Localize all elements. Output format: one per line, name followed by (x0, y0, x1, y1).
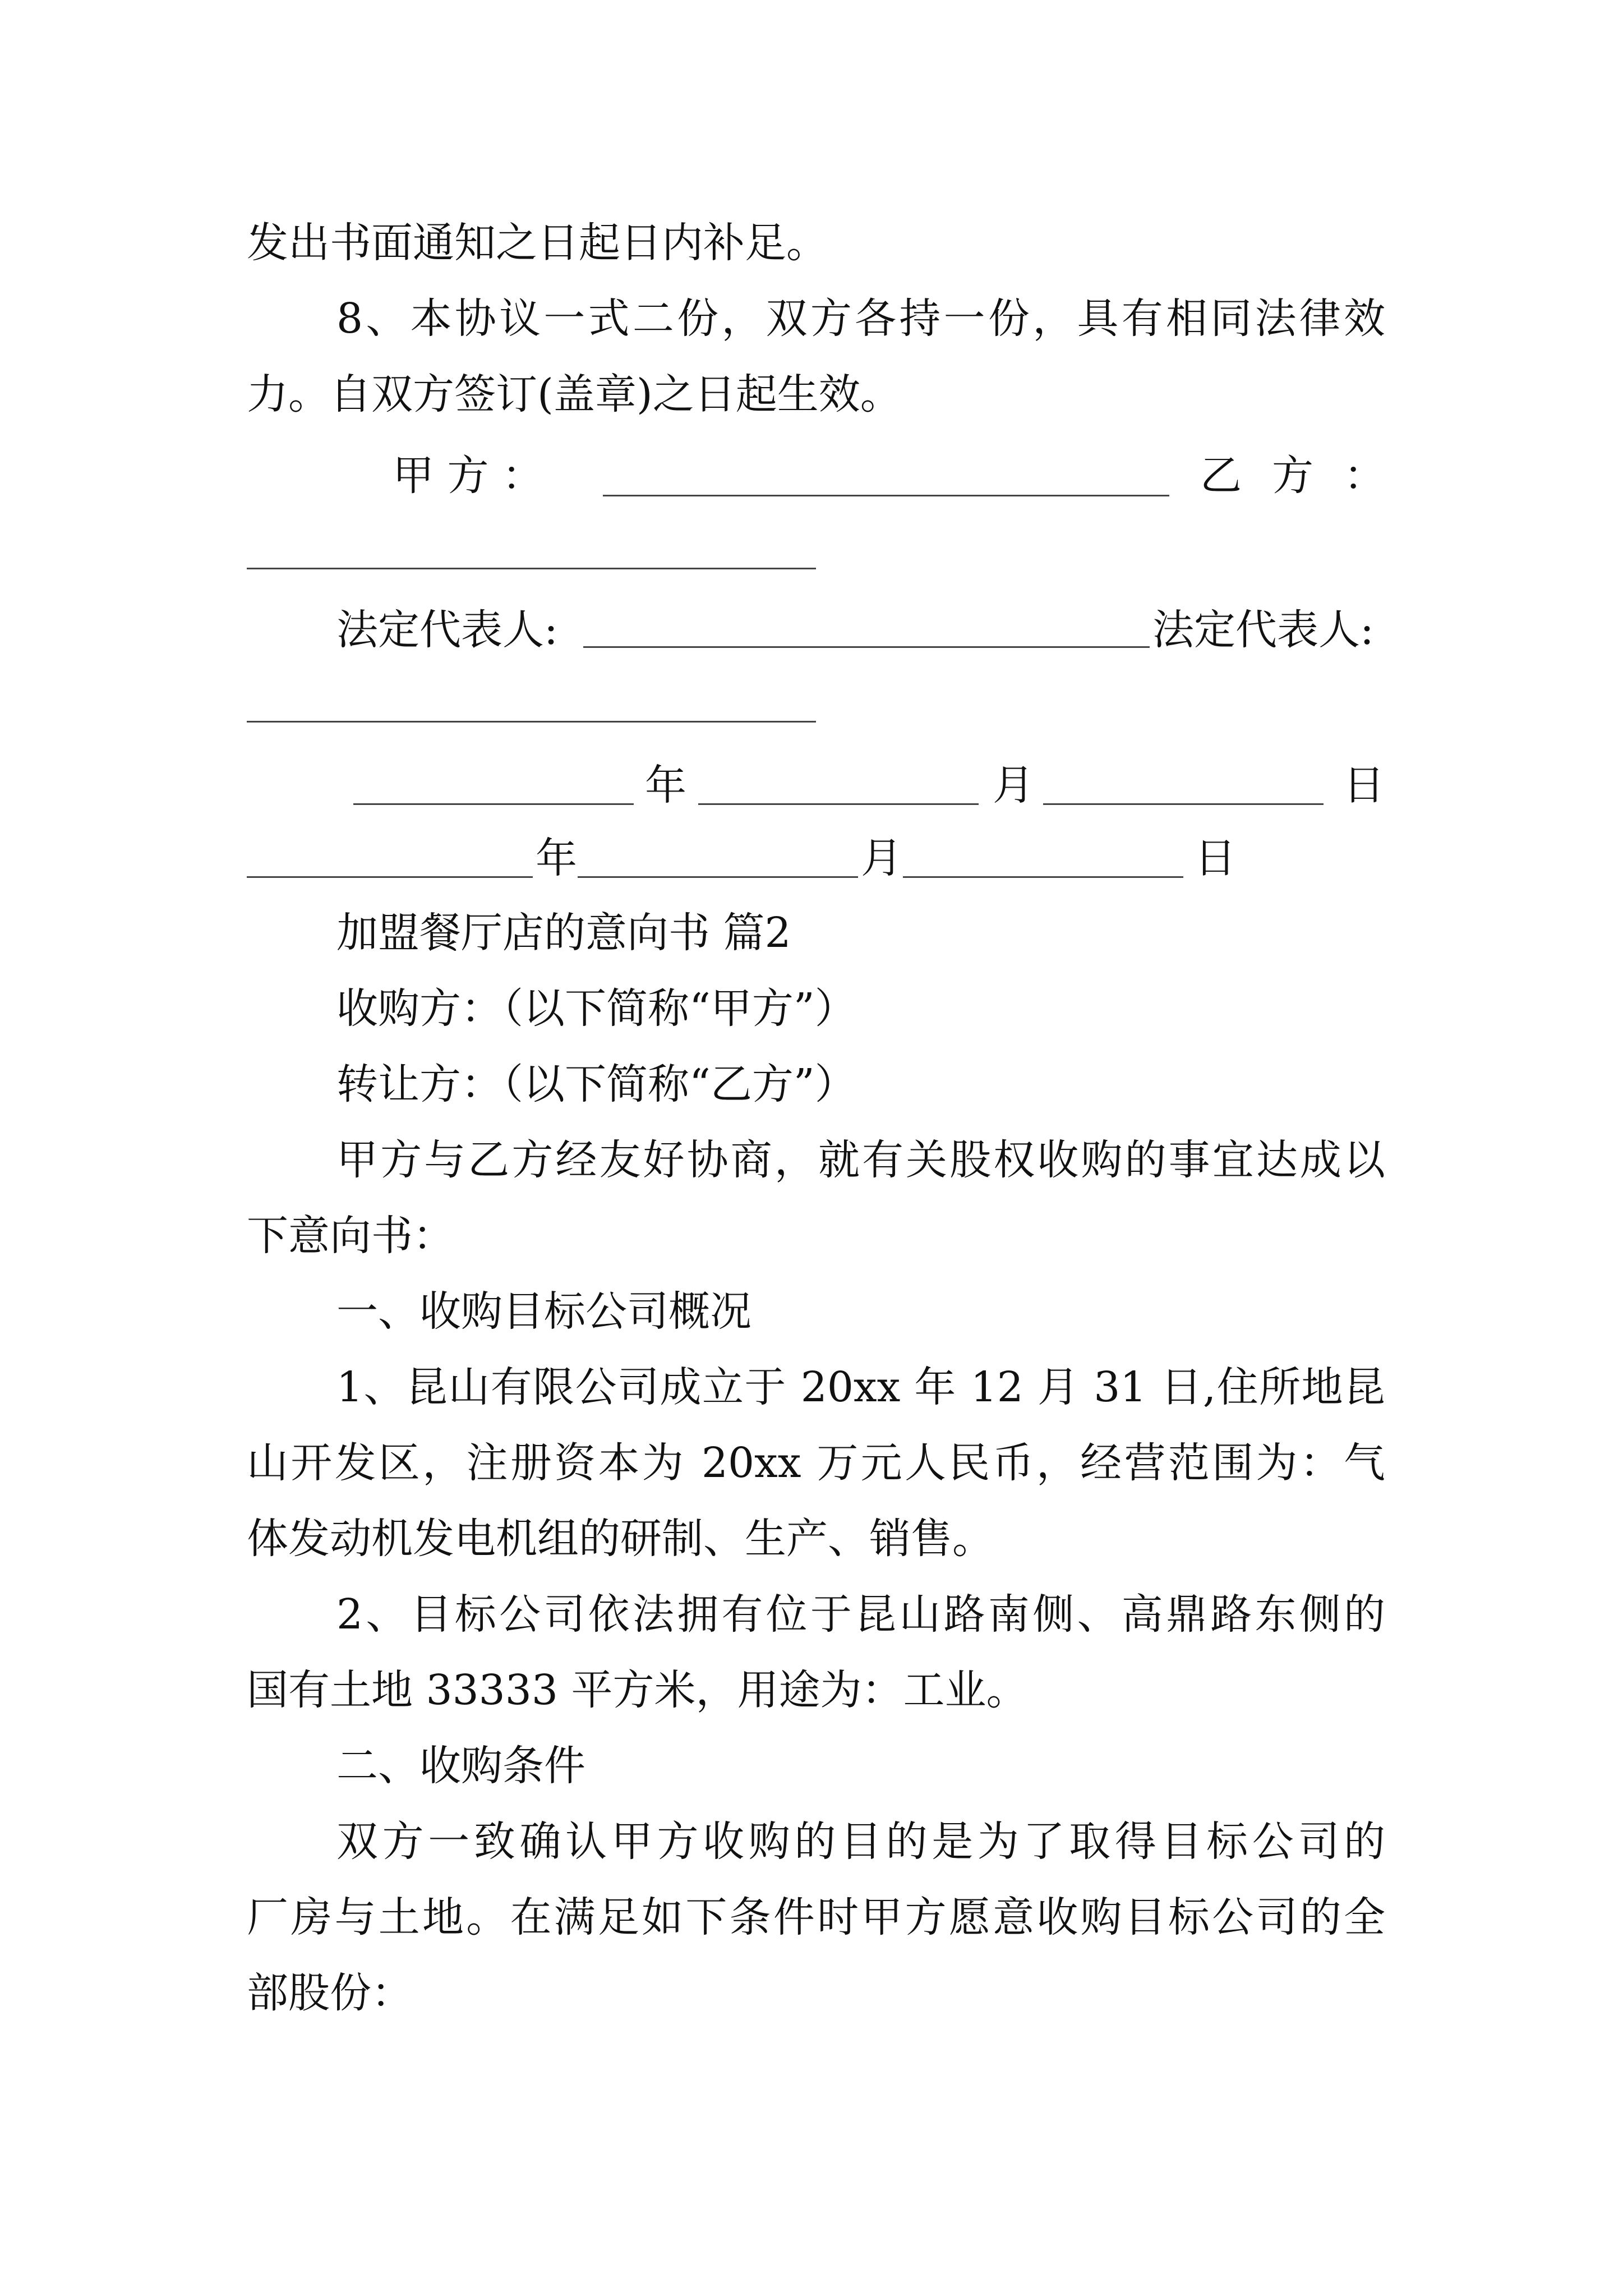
date-line (247, 876, 533, 878)
text-line: 8、本协议一式二份，双方各持一份，具有相同法律效 (336, 295, 1385, 343)
day-label: 日 (1195, 834, 1236, 882)
party-a-label: 甲 方 ： (393, 452, 544, 500)
text-line: 收购方：（以下简称“甲方”） (336, 984, 856, 1033)
subheading: 二、收购条件 (336, 1742, 585, 1790)
date-line (1043, 803, 1324, 805)
signature-line (603, 495, 1169, 496)
text-line: 山开发区，注册资本为 20xx 万元人民币，经营范围为：气 (247, 1439, 1385, 1487)
text-line: 双方一致确认甲方收购的目的是为了取得目标公司的 (336, 1818, 1385, 1866)
text-line: 厂房与土地。在满足如下条件时甲方愿意收购目标公司的全 (247, 1893, 1385, 1941)
date-line (578, 876, 858, 878)
text-line: 1、昆山有限公司成立于 20xx 年 12 月 31 日,住所地昆 (336, 1363, 1385, 1411)
subheading: 一、收购目标公司概况 (336, 1287, 751, 1336)
text-line: 下意向书： (247, 1212, 454, 1260)
section-title: 加盟餐厅店的意向书 篇2 (336, 909, 791, 957)
year-label: 年 (536, 834, 577, 882)
text-line: 2、目标公司依法拥有位于昆山路南侧、高鼎路东侧的 (336, 1590, 1385, 1639)
date-line (353, 803, 634, 805)
month-label: 月 (993, 761, 1034, 809)
text-line: 体发动机发电机组的研制、生产、销售。 (247, 1515, 994, 1563)
text-line: 甲方与乙方经友好协商，就有关股权收购的事宜达成以 (336, 1136, 1385, 1184)
party-b-label: 乙 方 ： (1200, 452, 1385, 500)
text-line: 转让方：（以下简称“乙方”） (336, 1060, 856, 1108)
legal-rep-label-right: 法定代表人: (1152, 606, 1374, 654)
text-line: 部股份： (247, 1969, 413, 2017)
signature-line (583, 646, 1150, 648)
signature-line (247, 568, 816, 569)
year-label: 年 (645, 761, 686, 809)
signature-line (247, 721, 816, 723)
text-line: 发出书面通知之日起日内补足。 (247, 219, 828, 267)
day-label: 日 (1343, 761, 1385, 809)
text-line: 力。自双方签订(盖章)之日起生效。 (247, 370, 902, 418)
text-line: 国有土地 33333 平方米，用途为：工业。 (247, 1666, 1028, 1714)
date-line (698, 803, 979, 805)
date-line (903, 876, 1183, 878)
legal-rep-label-left: 法定代表人: (336, 606, 558, 654)
month-label: 月 (861, 834, 902, 882)
